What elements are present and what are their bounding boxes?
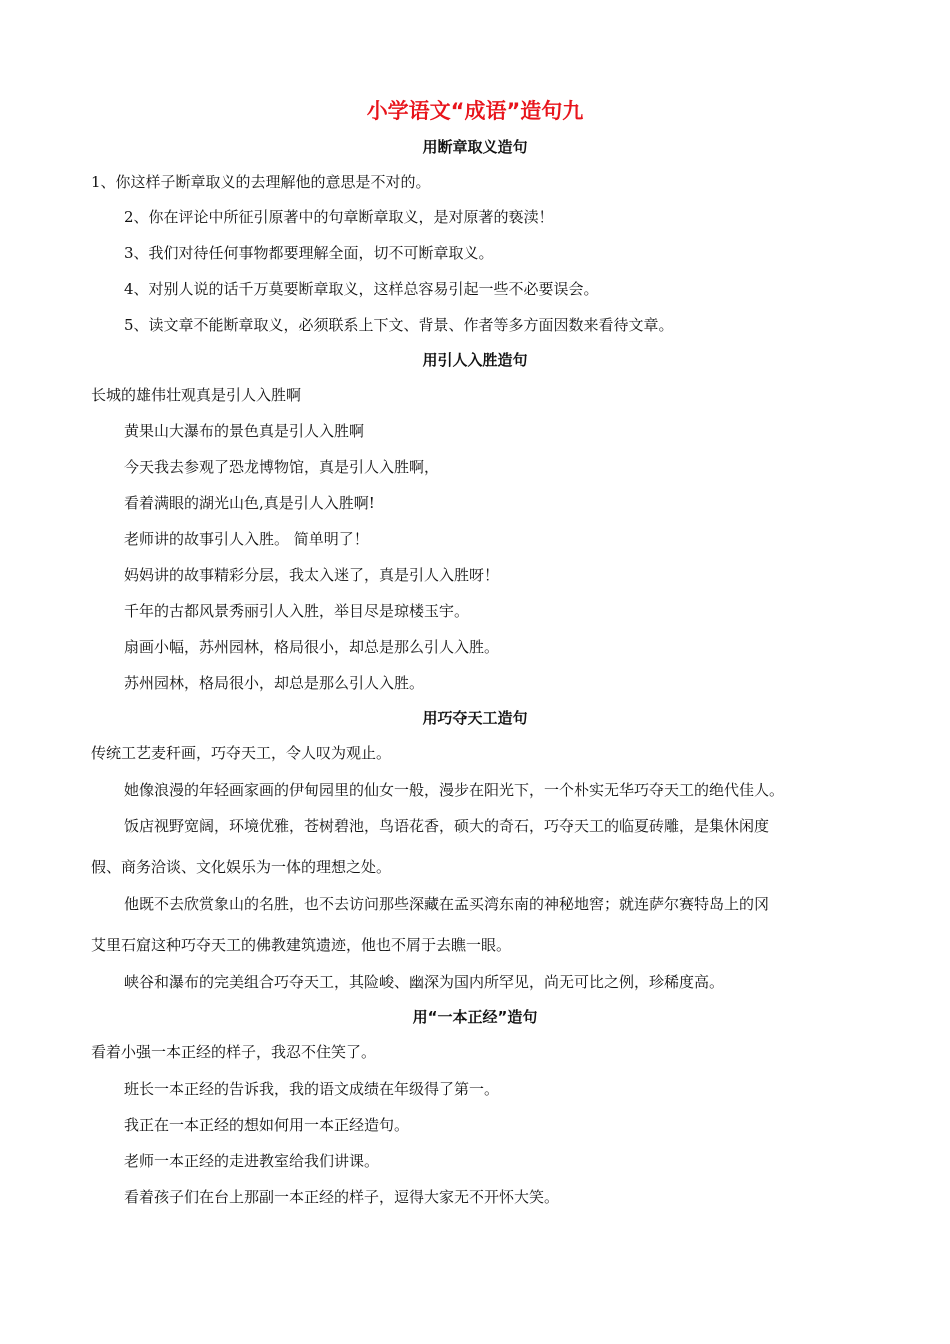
- sentence-line: 3、我们对待任何事物都要理解全面，切不可断章取义。: [124, 244, 494, 262]
- sentence-line: 妈妈讲的故事精彩分层，我太入迷了，真是引人入胜呀！: [124, 566, 500, 584]
- sentence-line: 她像浪漫的年轻画家画的伊甸园里的仙女一般，漫步在阳光下，一个朴实无华巧夺天工的绝代佳人。: [124, 781, 785, 799]
- sentence-line: 看着满眼的湖光山色,真是引人入胜啊!: [124, 494, 375, 512]
- sentence-line: 千年的古都风景秀丽引人入胜，举目尽是琼楼玉宇。: [124, 602, 470, 620]
- sentence-line: 艾里石窟这种巧夺天工的佛教建筑遗迹，他也不屑于去瞧一眼。: [91, 936, 512, 954]
- sentence-line: 传统工艺麦秆画，巧夺天工，令人叹为观止。: [91, 744, 392, 762]
- section-heading: 用“一本正经”造句: [412, 1008, 538, 1026]
- section-heading: 用引人入胜造句: [422, 351, 528, 369]
- sentence-line: 饭店视野宽阔，环境优雅，苍树碧池，鸟语花香，硕大的奇石，巧夺天工的临夏砖雕，是集休闲度: [124, 817, 770, 835]
- sentence-line: 5、读文章不能断章取义，必须联系上下文、背景、作者等多方面因数来看待文章。: [124, 316, 674, 334]
- sentence-line: 长城的雄伟壮观真是引人入胜啊: [91, 386, 302, 404]
- sentence-line: 看着孩子们在台上那副一本正经的样子，逗得大家无不开怀大笑。: [124, 1188, 560, 1206]
- sentence-line: 老师讲的故事引人入胜。 简单明了！: [124, 530, 369, 548]
- section-heading: 用断章取义造句: [422, 138, 528, 156]
- sentence-line: 他既不去欣赏象山的名胜，也不去访问那些深藏在孟买湾东南的神秘地窖；就连萨尔赛特岛上的冈: [124, 895, 770, 913]
- sentence-line: 假、商务洽谈、文化娱乐为一体的理想之处。: [91, 858, 392, 876]
- sentence-line: 我正在一本正经的想如何用一本正经造句。: [124, 1116, 410, 1134]
- sentence-line: 班长一本正经的告诉我，我的语文成绩在年级得了第一。: [124, 1080, 500, 1098]
- sentence-line: 黄果山大瀑布的景色真是引人入胜啊: [124, 422, 365, 440]
- sentence-line: 2、你在评论中所征引原著中的句章断章取义，是对原著的亵渎！: [124, 208, 554, 226]
- sentence-line: 1、你这样子断章取义的去理解他的意思是不对的。: [91, 173, 431, 191]
- document-title: 小学语文“成语”造句九: [366, 99, 584, 123]
- sentence-line: 扇画小幅，苏州园林，格局很小，却总是那么引人入胜。: [124, 638, 500, 656]
- sentence-line: 4、对别人说的话千万莫要断章取义，这样总容易引起一些不必要误会。: [124, 280, 599, 298]
- sentence-line: 峡谷和瀑布的完美组合巧夺天工，其险峻、幽深为国内所罕见，尚无可比之例，珍稀度高。: [124, 973, 725, 991]
- section-heading: 用巧夺天工造句: [422, 709, 528, 727]
- sentence-line: 苏州园林，格局很小，却总是那么引人入胜。: [124, 674, 425, 692]
- sentence-line: 今天我去参观了恐龙博物馆，真是引人入胜啊，: [124, 458, 440, 476]
- sentence-line: 看着小强一本正经的样子，我忍不住笑了。: [91, 1043, 377, 1061]
- sentence-line: 老师一本正经的走进教室给我们讲课。: [124, 1152, 380, 1170]
